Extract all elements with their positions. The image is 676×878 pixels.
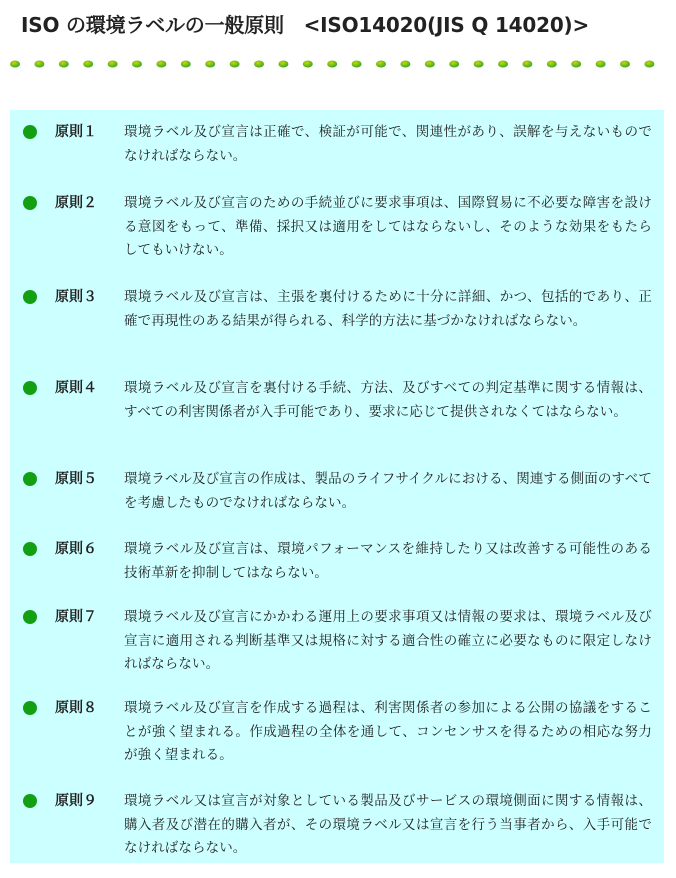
divider-dot xyxy=(620,61,630,68)
principle-label: 原則２ xyxy=(55,195,97,211)
bullet-dot-icon xyxy=(23,610,37,624)
divider-dot xyxy=(156,61,166,68)
divider-dot xyxy=(230,61,240,68)
principle-text: 環境ラベル及び宣言は、環境パフォーマンスを維持したり又は改善する可能性のある技術革新を抑制してはならない。 xyxy=(124,541,652,581)
dotted-divider-graphic xyxy=(10,58,666,70)
divider-dot xyxy=(400,61,410,68)
dotted-divider xyxy=(10,58,666,70)
divider-dot xyxy=(132,61,142,68)
bullet-dot-icon xyxy=(23,542,37,556)
bullet-dot-icon xyxy=(23,794,37,808)
principle-label: 原則１ xyxy=(55,124,97,140)
principle-label: 原則３ xyxy=(55,289,97,305)
divider-dot xyxy=(278,61,288,68)
principle-text: 環境ラベル及び宣言は、主張を裏付けるために十分に詳細、かつ、包括的であり、正確で再現性のある結果が得られる、科学的方法に基づかなければならない。 xyxy=(124,289,652,329)
divider-dot xyxy=(425,61,435,68)
principle-text: 環境ラベル又は宣言が対象としている製品及びサービスの環境側面に関する情報は、購入者及び潜在的購入者が、その環境ラベル又は宣言を行う当事者から、入手可能でなければならない。 xyxy=(124,793,652,856)
principle-text: 環境ラベル及び宣言は正確で、検証が可能で、関連性があり、誤解を与えないものでなければならない。 xyxy=(124,124,652,164)
principle-text: 環境ラベル及び宣言の作成は、製品のライフサイクルにおける、関連する側面のすべてを考慮したものでなければならない。 xyxy=(124,471,652,511)
divider-dot xyxy=(254,61,264,68)
bullet-dot-icon xyxy=(23,472,37,486)
divider-dot xyxy=(474,61,484,68)
divider-dot xyxy=(181,61,191,68)
principle-label: 原則７ xyxy=(55,609,97,625)
page-title: ISO の環境ラベルの一般原則 <ISO14020(JIS Q 14020)> xyxy=(21,13,590,37)
divider-dot xyxy=(522,61,532,68)
principle-text: 環境ラベル及び宣言を裏付ける手続、方法、及びすべての判定基準に関する情報は、すべての利害関係者が入手可能であり、要求に応じて提供されなくてはならない。 xyxy=(124,380,652,420)
divider-dot xyxy=(352,61,362,68)
principle-label: 原則４ xyxy=(55,380,97,396)
divider-dot xyxy=(59,61,69,68)
divider-dot xyxy=(327,61,337,68)
divider-dot xyxy=(83,61,93,68)
principle-text: 環境ラベル及び宣言を作成する過程は、利害関係者の参加による公開の協議をすることが強く望まれる。作成過程の全体を通して、コンセンサスを得るための相応な努力が強く望まれる。 xyxy=(124,700,652,763)
divider-dot xyxy=(10,61,20,68)
principle-label: 原則６ xyxy=(55,541,97,557)
principles-panel xyxy=(10,110,664,863)
bullet-dot-icon xyxy=(23,701,37,715)
divider-dot xyxy=(376,61,386,68)
principle-label: 原則５ xyxy=(55,471,97,487)
divider-dot xyxy=(205,61,215,68)
principle-text: 環境ラベル及び宣言にかかわる運用上の要求事項又は情報の要求は、環境ラベル及び宣言に適用される判断基準又は規格に対する適合性の確立に必要なものに限定しなければならない。 xyxy=(124,609,652,672)
divider-dot xyxy=(571,61,581,68)
divider-dot xyxy=(303,61,313,68)
divider-dot xyxy=(108,61,118,68)
divider-dot xyxy=(449,61,459,68)
bullet-dot-icon xyxy=(23,381,37,395)
divider-dot xyxy=(596,61,606,68)
divider-dot xyxy=(644,61,654,68)
principle-text: 環境ラベル及び宣言のための手続並びに要求事項は、国際貿易に不必要な障害を設ける意図をもって、準備、採択又は適用をしてはならないし、そのような効果をもたらしてもいけない。 xyxy=(124,195,652,258)
principle-label: 原則９ xyxy=(55,793,97,809)
bullet-dot-icon xyxy=(23,290,37,304)
divider-dot xyxy=(34,61,44,68)
divider-dot xyxy=(498,61,508,68)
divider-dot xyxy=(547,61,557,68)
principle-label: 原則８ xyxy=(55,700,97,716)
bullet-dot-icon xyxy=(23,125,37,139)
bullet-dot-icon xyxy=(23,196,37,210)
